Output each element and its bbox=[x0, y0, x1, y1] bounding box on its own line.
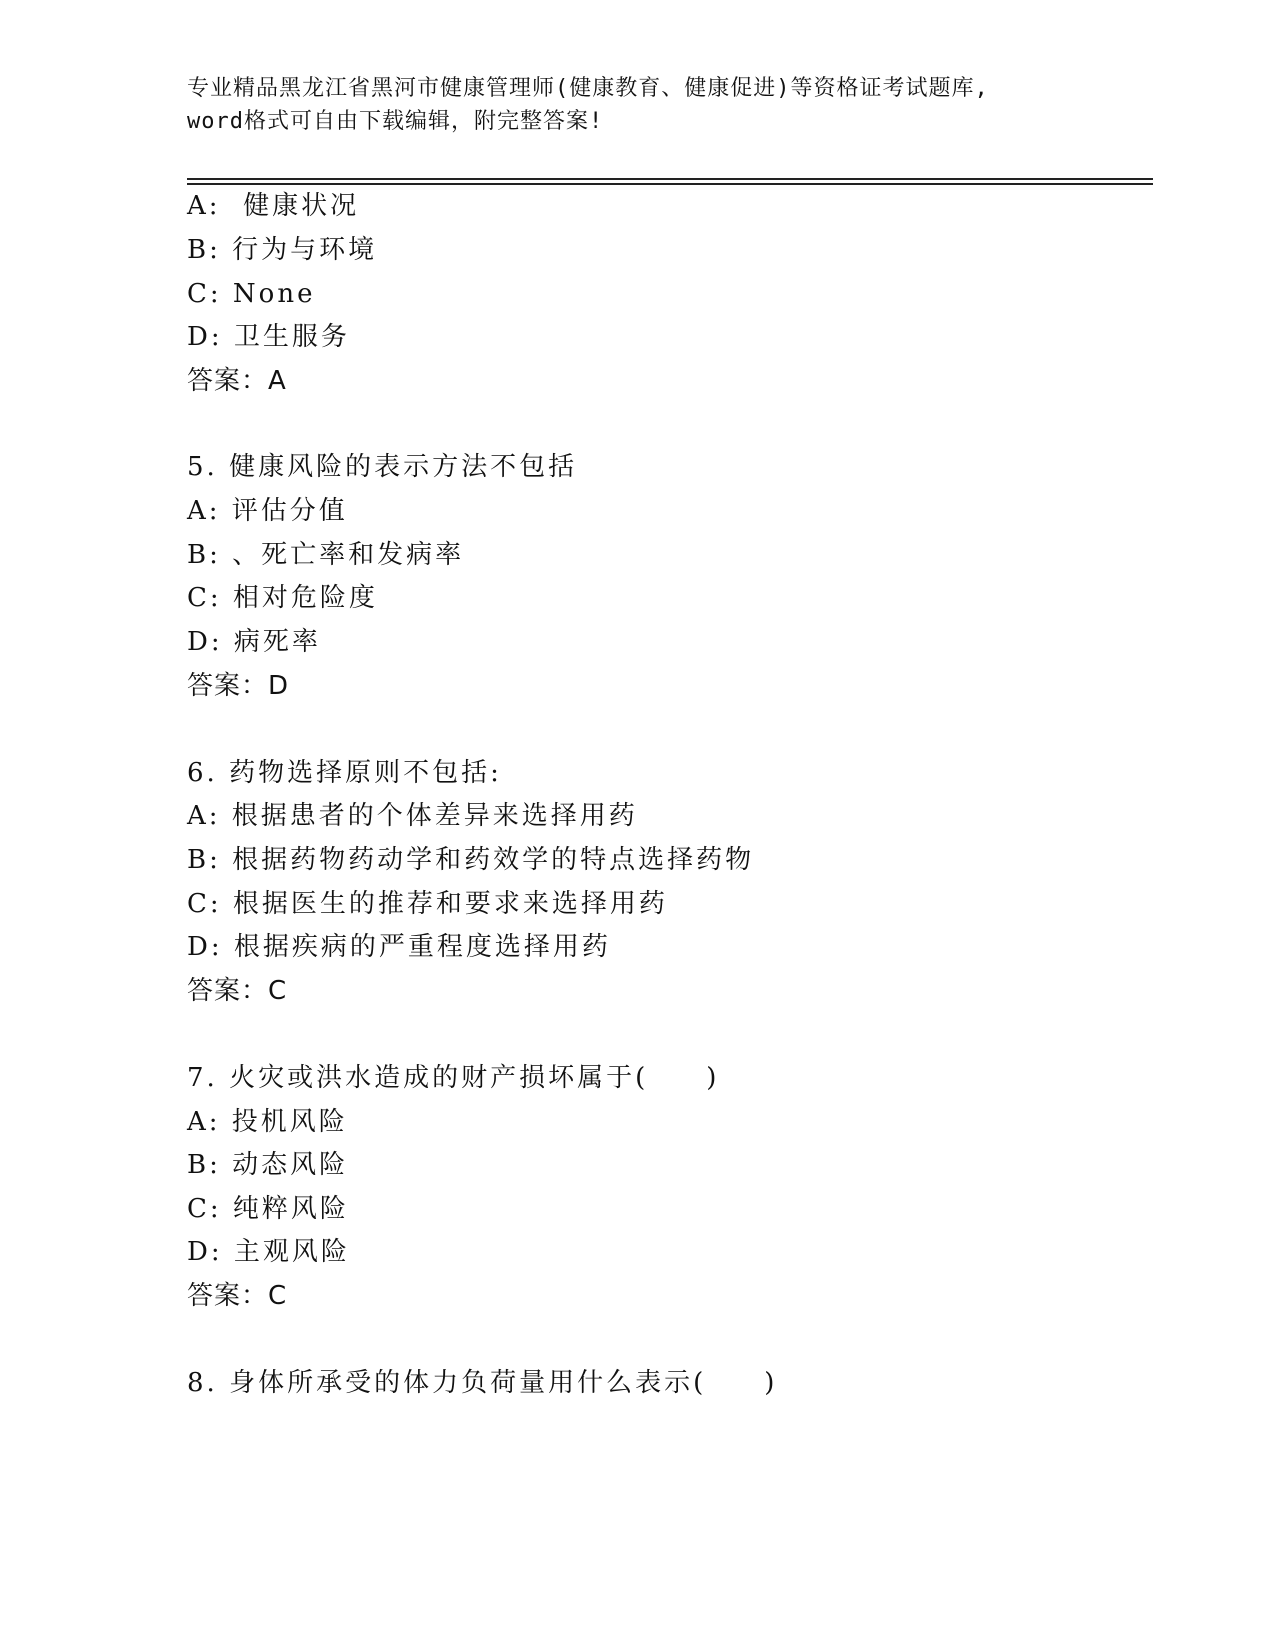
option-d: D: 卫生服务 bbox=[187, 322, 350, 352]
option-b: B: 行为与环境 bbox=[187, 235, 378, 265]
option-c: C: 根据医生的推荐和要求来选择用药 bbox=[187, 889, 668, 919]
question-stem: 6. 药物选择原则不包括: bbox=[187, 758, 502, 788]
answer-line: 答案：C bbox=[187, 1281, 288, 1311]
question-stem: 5. 健康风险的表示方法不包括 bbox=[187, 452, 578, 482]
answer-line: 答案：C bbox=[187, 976, 288, 1006]
header-line-1: 专业精品黑龙江省黑河市健康管理师(健康教育、健康促进)等资格证考试题库, bbox=[187, 76, 989, 101]
option-a: A: 健康状况 bbox=[187, 191, 360, 221]
option-a: A: 根据患者的个体差异来选择用药 bbox=[187, 801, 638, 831]
option-d: D: 主观风险 bbox=[187, 1237, 350, 1267]
answer-line: 答案：D bbox=[187, 671, 290, 701]
header-divider-bottom bbox=[187, 183, 1153, 185]
option-c: C: 相对危险度 bbox=[187, 583, 378, 613]
document-header bbox=[187, 72, 1087, 138]
header-divider-top bbox=[187, 178, 1153, 180]
question-stem: 7. 火灾或洪水造成的财产损坏属于( ) bbox=[187, 1063, 720, 1093]
option-a: A: 评估分值 bbox=[187, 496, 348, 526]
option-b: B: 根据药物药动学和药效学的特点选择药物 bbox=[187, 845, 755, 875]
question-stem: 8. 身体所承受的体力负荷量用什么表示( ) bbox=[187, 1368, 778, 1398]
option-a: A: 投机风险 bbox=[187, 1107, 348, 1137]
option-d: D: 根据疾病的严重程度选择用药 bbox=[187, 932, 611, 962]
header-line-2: word格式可自由下载编辑，附完整答案! bbox=[187, 109, 604, 134]
answer-line: 答案：A bbox=[187, 366, 287, 396]
option-d: D: 病死率 bbox=[187, 627, 321, 657]
option-c: C: None bbox=[187, 279, 316, 309]
option-c: C: 纯粹风险 bbox=[187, 1194, 349, 1224]
option-b: B: 、死亡率和发病率 bbox=[187, 540, 465, 570]
option-b: B: 动态风险 bbox=[187, 1150, 349, 1180]
